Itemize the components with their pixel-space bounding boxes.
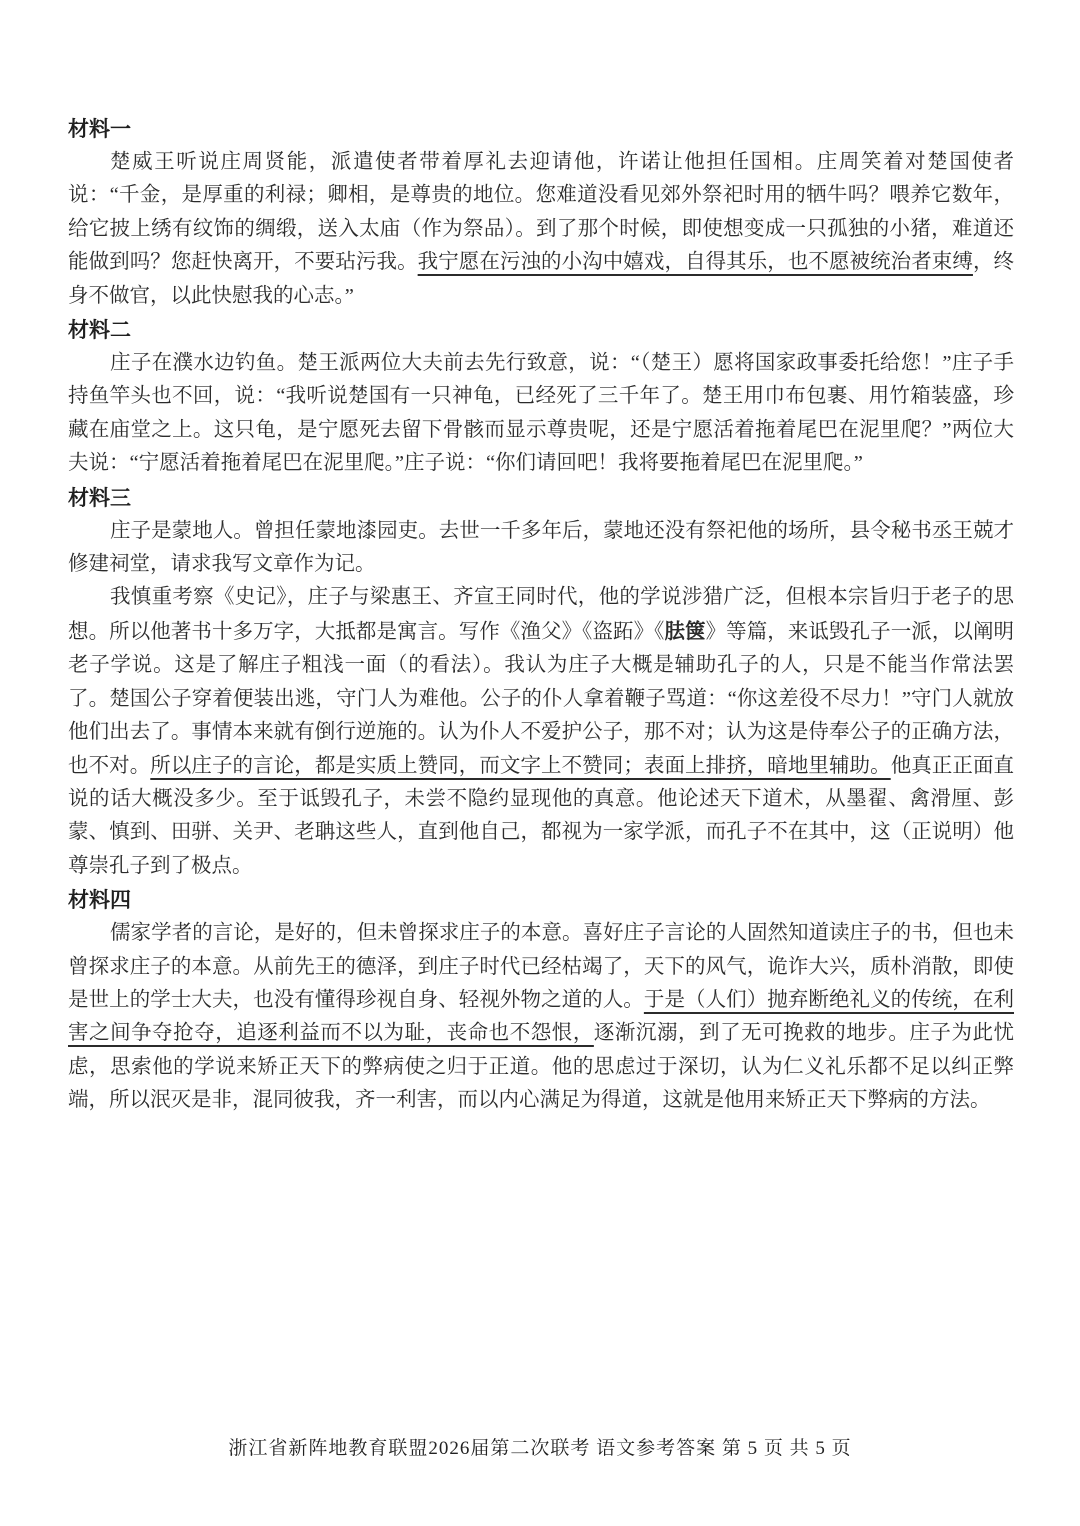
paragraph bbox=[68, 515, 1014, 582]
text-segment: 我慎重考察《史记》，庄子与梁惠王、齐宣王同时代，他的学说涉猎广泛，但根本宗旨归于老子的思想。所以他著书十多万字，大抵都是寓言。写作《渔父》《盗跖》《 bbox=[68, 586, 1014, 643]
underlined-text: 于是（人们）抛弃断绝礼义的传统，在利害之间争夺抢夺，追逐利益而不以为耻，丧命也不怨恨， bbox=[68, 988, 1015, 1045]
paragraph bbox=[68, 581, 1014, 883]
underlined-text: 所以庄子的言论，都是实质上赞同，而文字上不赞同；表面上排挤，暗地里辅助。 bbox=[150, 754, 891, 777]
underlined-text: 我宁愿在污浊的小沟中嬉戏，自得其乐，也不愿被统治者束缚 bbox=[417, 251, 973, 274]
section-heading: 材料一 bbox=[68, 117, 131, 141]
paragraph bbox=[68, 146, 1014, 313]
document-content bbox=[68, 112, 1014, 1118]
text-segment: 庄子在濮水边钓鱼。楚王派两位大夫前去先行致意，说：“（楚王）愿将国家政事委托给您！”庄子手持鱼竿头也不回，说：“我听说楚国有一只神龟，已经死了三千年了。楚王用巾布包裹、用竹箱装盛，珍藏在庙堂之上。这只龟，是宁愿死去留下骨骸而显示尊贵呢，还是宁愿活着拖着尾巴在泥里爬？”两位大夫说：“宁愿活着拖着尾巴在泥里爬。”庄子说：“你们请回吧！我将要拖着尾巴在泥里爬。” bbox=[68, 352, 1014, 475]
text-segment: 他真正正面直说的话大概没多少。至于诋毁孔子，未尝不隐约显现他的真意。他论述天下道术，从墨翟、禽滑厘、彭蒙、慎到、田骈、关尹、老聃这些人，直到他自己，都视为一家学派，而孔子不在其中，这（正说明）他尊崇孔子到了极点。 bbox=[68, 754, 1015, 877]
section-heading: 材料二 bbox=[68, 318, 131, 343]
paragraph bbox=[68, 917, 1014, 1117]
section-heading: 材料三 bbox=[68, 485, 131, 510]
page-footer: 浙江省新阵地教育联盟2026届第二次联考 语文参考答案 第 5 页 共 5 页 bbox=[228, 1438, 852, 1459]
text-segment: 庄子是蒙地人。曾担任蒙地漆园吏。去世一千多年后，蒙地还没有祭祀他的场所，县令秘书丞王兢才修建祠堂，请求我写文章作为记。 bbox=[68, 519, 1014, 576]
text-segment: ，终身不做官，以此快慰我的心志。” bbox=[68, 251, 1015, 307]
paragraph bbox=[68, 347, 1014, 481]
text-segment: 楚威王听说庄周贤能，派遣使者带着厚礼去迎请他，许诺让他担任国相。庄周笑着对楚国使者说：“千金，是厚重的利禄；卿相，是尊贵的地位。您难道没看见郊外祭祀时用的牺牛吗？喂养它数年，给它披上绣有纹饰的绸缎，送入太庙（作为祭品）。到了那个时候，即使想变成一只孤独的小猪，难道还能做到吗？您赶快离开，不要玷污我。 bbox=[68, 151, 1014, 274]
section-heading: 材料四 bbox=[68, 888, 131, 913]
text-segment: 》等篇，来诋毁孔子一派，以阐明老子学说。这是了解庄子粗浅一面（的看法）。我认为庄子大概是辅助孔子的人，只是不能当作常法罢了。楚国公子穿着便装出逃，守门人为难他。公子的仆人拿着鞭子骂道：“你这差役不尽力！”守门人就放他们出去了。事情本来就有倒行逆施的。认为仆人不爱护公子，那不对；认为这是侍奉公子的正确方法，也不对。 bbox=[68, 620, 1015, 777]
text-segment: 逐渐沉溺，到了无可挽救的地步。庄子为此忧虑，思索他的学说来矫正天下的弊病使之归于正道。他的思虑过于深切，认为仁义礼乐都不足以纠正弊端，所以泯灭是非，混同彼我，齐一利害，而以内心满足为得道，这就是他用来矫正天下弊病的方法。 bbox=[68, 1022, 1015, 1112]
text-segment: 胠箧 bbox=[664, 618, 706, 643]
text-segment: 儒家学者的言论，是好的，但未曾探求庄子的本意。喜好庄子言论的人固然知道读庄子的书，但也未曾探求庄子的本意。从前先王的德泽，到庄子时代已经枯竭了，天下的风气，诡诈大兴，质朴消散，即使是世上的学士大夫，也没有懂得珍视自身、轻视外物之道的人。 bbox=[68, 922, 1014, 1011]
